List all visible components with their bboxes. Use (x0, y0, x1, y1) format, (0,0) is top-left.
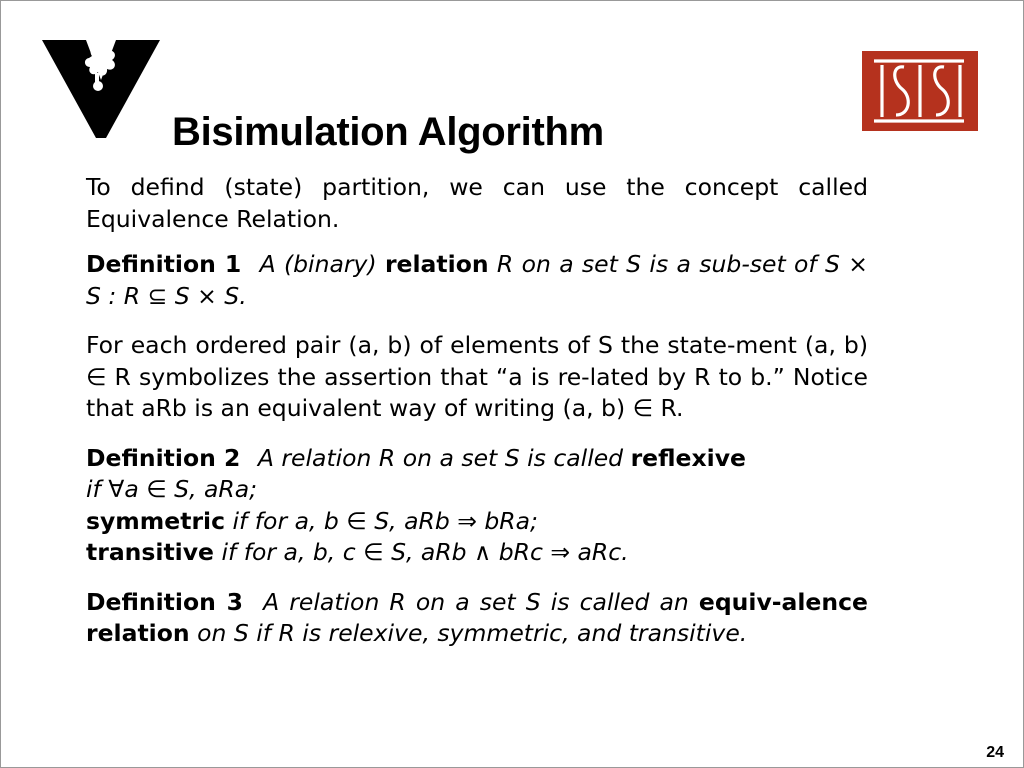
definition-2-text-a: A relation R on a set S is called (257, 443, 624, 472)
term-reflexive: reflexive (630, 443, 746, 472)
definition-3-term: equiv-alence relation (86, 587, 868, 647)
symmetric-condition: if for a, b ∈ S, aRb ⇒ bRa; (232, 506, 538, 535)
definition-1-term: relation (384, 250, 489, 278)
term-transitive: transitive (86, 538, 214, 566)
definition-2-line-1 (86, 443, 868, 475)
definition-3-text-a: A relation R on a set S is called an (263, 587, 689, 616)
definition-1-text-a: A (binary) (259, 250, 377, 278)
definition-2-label: Definition 2 (86, 443, 241, 472)
definition-3-text-b: on S if R is relexive, symmetric, and transitive. (197, 619, 748, 647)
definition-3-label: Definition 3 (86, 587, 243, 616)
intro-paragraph: To defind (state) partition, we can use the concept called Equivalence Relation. (86, 173, 868, 233)
isis-logo-icon (862, 51, 978, 131)
term-symmetric: symmetric (86, 506, 226, 535)
page-number: 24 (986, 744, 1004, 761)
definition-1 (86, 249, 868, 312)
transitive-condition: if for a, b, c ∈ S, aRb ∧ bRc ⇒ aRc. (221, 538, 629, 566)
definition-1-text-b: R on a set S is a sub-set of S × S : R ⊆ S × S. (86, 250, 868, 310)
definition-2-line-symmetric (86, 506, 868, 538)
slide-body (86, 172, 868, 650)
definition-2 (86, 443, 868, 569)
ordered-pair-paragraph: For each ordered pair (a, b) of elements of S the state-ment (a, b) ∈ R symbolizes the assertion that “a is re-lated by R to b.” Notice that aRb is an equivalent way of writing (a, b) ∈ R. (86, 331, 868, 422)
definition-1-label: Definition 1 (86, 250, 242, 278)
slide-title: Bisimulation Algorithm (172, 110, 604, 154)
reflexive-condition: if ∀a ∈ S, aRa; (86, 475, 258, 503)
definition-2-line-transitive (86, 537, 868, 569)
definition-3 (86, 587, 868, 650)
isis-logo (862, 51, 978, 131)
vanderbilt-logo-icon (42, 40, 160, 140)
